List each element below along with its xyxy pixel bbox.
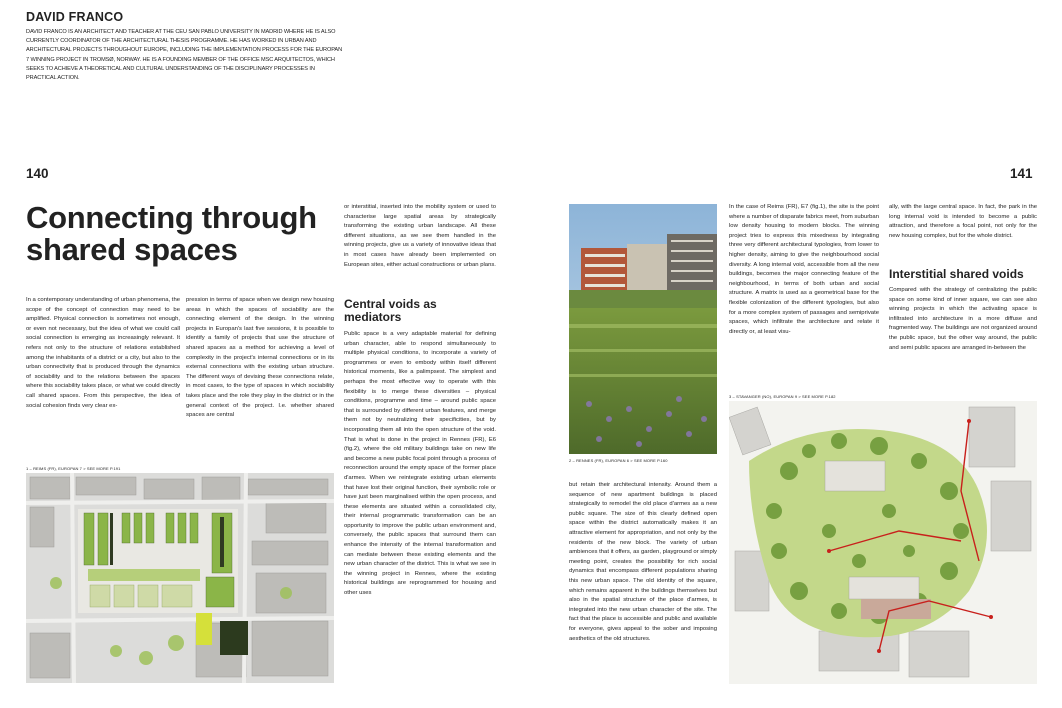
heading-central-voids: Central voids as mediators xyxy=(344,297,437,324)
article-title: Connecting through shared spaces xyxy=(26,200,317,267)
author-name: DAVID FRANCO xyxy=(26,10,124,24)
page-number-right: 141 xyxy=(1010,166,1033,181)
left-col2-text: pression in terms of space when we design new housing areas in which the spaces of sociability are the connecting element of the design. In the winning projects in Europan's last five sessions, it is possible to identify a family of projects that use the structure of shared spaces as a method for achieving a level of complexity in the project's internal connections or in its external connections with the existing urban structure. The different ways of devising these connections relate, in most cases, to the type of spaces in which sociability takes place and the role they play in the district or in the general context of the project. I.e. whether shared spaces are central xyxy=(186,297,334,419)
heading-interstitial-voids: Interstitial shared voids xyxy=(889,267,1024,281)
right-col-a-text: but retain their architectural intensity. Around them a sequence of new apartment buildings is placed strategically to remodel the old place d'armes as a new public square. The size of this clearly defined open space within the district automatically makes it an attractive element for appropriation, and not only by the residents of the new block. The variety of urban ambiences that it offers, as garden, playground or simply meeting point, creates the possibility for rich social dynamics that encompass different populations sharing this new urban space. The old identity of the square, which remains apparent in the buildings themselves but also in the spatial structure of the place d'armes, is integrated into the new urban character of the site. The fact that the place is accessible and public and available for everyone, gives appeal to the sober and imposing aesthetics of the old structures. xyxy=(569,482,717,642)
right-col-c-text: ally, with the large central space. In fact, the park in the long internal void is intended to become a public attraction, and therefore a focal point, not only for the new housing complex, but for the whole district. xyxy=(889,204,1037,239)
left-col3-text-a: or interstitial, inserted into the mobility system or used to characterise large spatial areas by strategically transforming the existing urban landscape. All these different situations, as we see them handled in the winning projects, give us a variety of innovative ideas that in most cases have already been implemented on European sites, either actual constructions or urban plans. xyxy=(344,204,496,268)
fig2-photo-rennes xyxy=(569,204,717,454)
page-number-left: 140 xyxy=(26,166,49,181)
right-col-d-text: Compared with the strategy of centralizing the public space on some kind of inner square, we can see also winning projects in which the activating space is infiltrated into architecture in a more diffuse and fragmented way. The buildings are not organized around the public space, but the other way around, the public and semi public spaces are arranged in-between the xyxy=(889,287,1037,351)
right-col-b-text: In the case of Reims (FR), E7 (fig.1), the site is the point where a number of disparate fabrics meet, from suburban low density housing to modern blocks. The winning project tries to express this mixedness by integrating three very different architectural typologies, from lower to higher density, aiming to give the neighbourhood social diversity. A long internal void, accessible from all the new buildings, becomes the major connecting feature of the neighbourhood, in terms of both urban and social structure. A matrix is used as a geometrical base for the flexible colonization of the different typologies, but also for a more complex system of passages and semiprivate spaces, which infiltrate the architecture and relate it directly or, at least visu- xyxy=(729,204,879,335)
left-col3-text-b: Public space is a very adaptable material for defining urban character, able to respond simultaneously to multiple physical conditions, to incorporate a variety of programmes or even to embody within itself different historical moments, like a palimpsest. The simplest and perhaps the most effective way to operate with this flexibility is to merge these diversities – physical conditions, programme and time – around public space that is surrounded by different urban features, and merge them not by neutralizing their specificities, but by incorporating them all into the open structure of the void. That is what is done in the project in Rennes (FR), E6 (fig.2), where the old military buildings take on new life and become a new public focal point through a process of reconnection around the empty space of the former place d'armes. When we reintegrate existing urban elements that have lost their original function, their symbolic role or have just been marginalised within the open process, and these elements are situated within a consolidated city, their internal programmatic transformation can be an opportunity to improve the public urban environment and, conversely, the public spaces that surround them can enhance the intensity of the internal transformation and can mediate between these existing elements and the new urban character of the district. This is what we see in the winning project in Rennes, where the existing historical buildings are reprogrammed for housing and other uses xyxy=(344,331,496,597)
fig1-caption: 1 – REIMS (FR), EUROPAN 7 > SEE MORE P.191 xyxy=(26,466,121,471)
fig1-site-plan-reims xyxy=(26,473,334,683)
fig3-site-plan-stavanger xyxy=(729,401,1037,684)
fig2-caption: 2 – RENNES (FR), EUROPAN 6 > SEE MORE P.160 xyxy=(569,458,668,463)
left-col1-text: In a contemporary understanding of urban phenomena, the scope of the concept of connection may need to be amplified. Physical connection is sometimes not enough, or even not necessary, but the idea of what we could call social connection is emerging as increasingly relevant. It refers not only to the structure of relations established among the inhabitants of a district or a city, but also to the urban connectivity that is produced through the dynamics of sociability and to the relations between the spaces where this sociability takes place, or what we could directly call shared spaces. From this perspective, the idea of social cohesion finds very clear ex- xyxy=(26,297,180,409)
fig3-caption: 3 – STAVANGER (NO), EUROPAN 9 > SEE MORE P.182 xyxy=(729,394,836,399)
author-bio: DAVID FRANCO IS AN ARCHITECT AND TEACHER AT THE CEU SAN PABLO UNIVERSITY IN MADRID WHERE HE IS ALSO CURRENTLY COORDINATOR OF THE ARCHITECTURAL THESIS PROGRAMME. HE HAS WORKED IN URBAN AND ARCHITECTURAL PROJECTS THROUGHOUT EUROPE, INCLUDING THE IMPLEMENTATION PROCESS FOR THE EUROPAN 7 WINNING PROJECT IN TROMSØ, NORWAY. HE IS A FOUNDING MEMBER OF THE OFFICE MSC ARQUITECTOS, WHICH SEEKS TO ACHIEVE A THEORETICAL AND CULTURAL UNDERSTANDING OF THE DISCIPLINARY PROCESSES IN PRACTICAL ACTION. xyxy=(26,29,343,82)
